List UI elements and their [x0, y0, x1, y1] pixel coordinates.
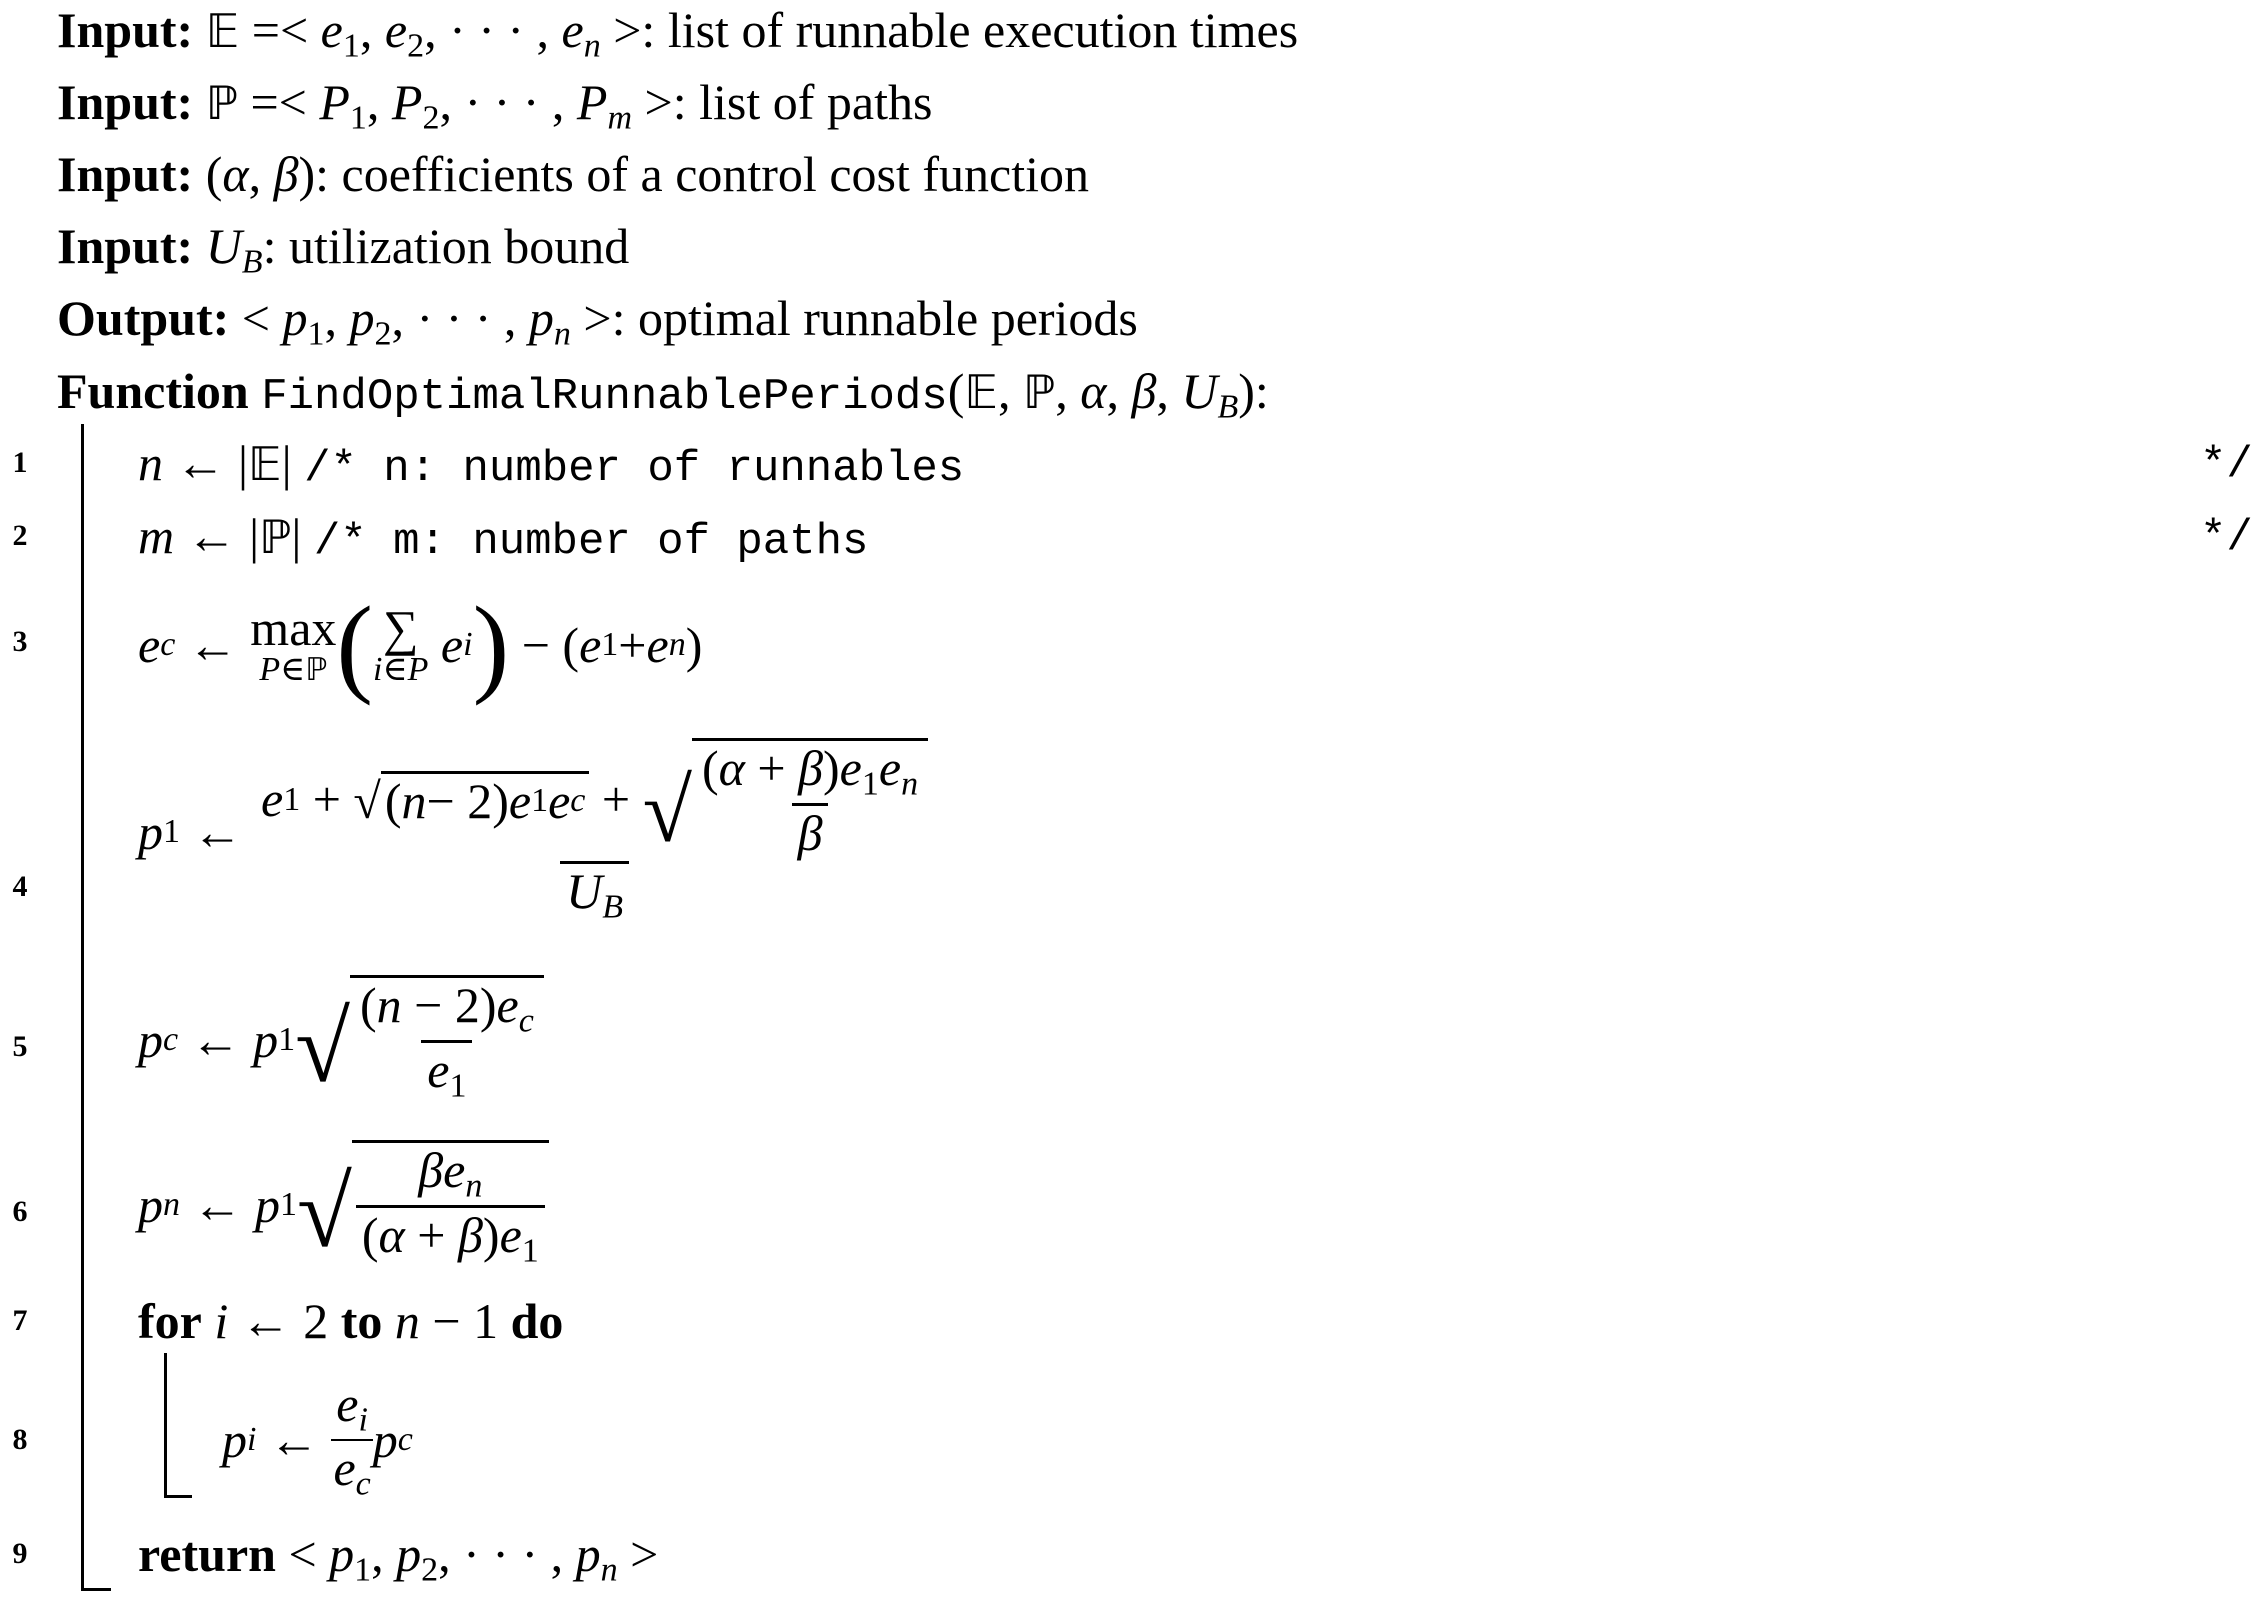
input-math: 𝔼 =< $e_1$, $e_2$, · · · , en > — [205, 2, 642, 65]
line-number: 9 — [12, 1537, 28, 1570]
line-4-compute-p1: p 1 ← e 1 + √ ( n − 2) e 1 e c + √ $\frac{(\alpha + \beta)e_1en}{\beta}$ UB — [138, 712, 934, 952]
line-number: 3 — [12, 625, 28, 658]
line-number: 7 — [12, 1304, 28, 1337]
comment-close: */ — [2200, 440, 2253, 490]
output-description: : optimal runnable periods — [611, 290, 1138, 346]
fraction: e 1 + √ ( n − 2) e 1 e c + √ $\frac{(\alpha + \beta)e_1en}{\beta}$ UB — [255, 738, 934, 926]
line-number: 8 — [12, 1423, 28, 1456]
input-line-coefficients — [57, 144, 1089, 204]
function-body-bar-end — [81, 1588, 111, 1591]
function-keyword: Function — [57, 363, 249, 419]
line-8-compute-pi: p i ← $\frac{ei}{ec}$ p c — [222, 1376, 413, 1503]
line-number: 4 — [12, 870, 28, 903]
line-6-compute-pn: p n ← p 1 √ $\frac{\text{βen}}{(\alpha + \beta)e_1}$ — [138, 1125, 549, 1285]
output-math: < $p_1$, $p_2$, · · · , pn > — [241, 290, 612, 353]
input-line-utilization — [57, 216, 629, 293]
keyword-to: to — [340, 1293, 383, 1349]
input-keyword: Input: — [57, 146, 194, 202]
input-math: UB — [205, 218, 263, 281]
for-body-bar — [164, 1353, 167, 1498]
input-line-execution-times — [57, 0, 1298, 77]
keyword-for: for — [138, 1293, 202, 1349]
input-description: : utilization bound — [262, 218, 630, 274]
line-number: 5 — [12, 1030, 28, 1063]
input-math: (α, β) — [205, 146, 316, 202]
function-args: (𝔼, ℙ, α, β, UB): — [947, 363, 1269, 426]
input-description: : coefficients of a control cost function — [315, 146, 1089, 202]
input-keyword: Input: — [57, 218, 194, 274]
function-body-bar — [81, 424, 84, 1591]
input-math: ℙ =< $P_1$, $P_2$, · · · , Pm > — [205, 74, 673, 137]
line-5-compute-pc: p c ← p 1 √ $\frac{(n - 2)ec}{e_1}$ — [138, 960, 544, 1120]
input-description: : list of paths — [672, 74, 933, 130]
line-9-return: return < $p_1$, $p_2$, · · · , pn > — [138, 1526, 659, 1589]
input-keyword: Input: — [57, 2, 194, 58]
line-number: 1 — [12, 446, 28, 479]
function-name: FindOptimalRunnablePeriods — [261, 372, 948, 422]
function-signature — [57, 361, 1269, 438]
for-body-bar-end — [164, 1495, 192, 1498]
input-description: : list of runnable execution times — [641, 2, 1299, 58]
comment-close: */ — [2200, 513, 2253, 563]
line-number: 6 — [12, 1195, 28, 1228]
line-number: 2 — [12, 519, 28, 552]
comment: /* n: number of runnables — [304, 444, 965, 494]
keyword-return: return — [138, 1526, 276, 1582]
line-1-assign-n: n ← |𝔼| /* n: number of runnables — [138, 435, 965, 494]
input-keyword: Input: — [57, 74, 194, 130]
input-line-paths — [57, 72, 932, 149]
output-keyword: Output: — [57, 290, 230, 346]
keyword-do: do — [510, 1293, 564, 1349]
line-7-for-loop: for i ← 2 to n − 1 do — [138, 1293, 564, 1349]
line-2-assign-m: m ← |ℙ| /* m: number of paths — [138, 508, 869, 567]
comment: /* m: number of paths — [313, 517, 869, 567]
line-3-critical-exec: e c ← max P∈ℙ ( ∑ i∈P e i ) − ( e 1 + e n ) — [138, 584, 703, 706]
output-line — [57, 288, 1138, 365]
